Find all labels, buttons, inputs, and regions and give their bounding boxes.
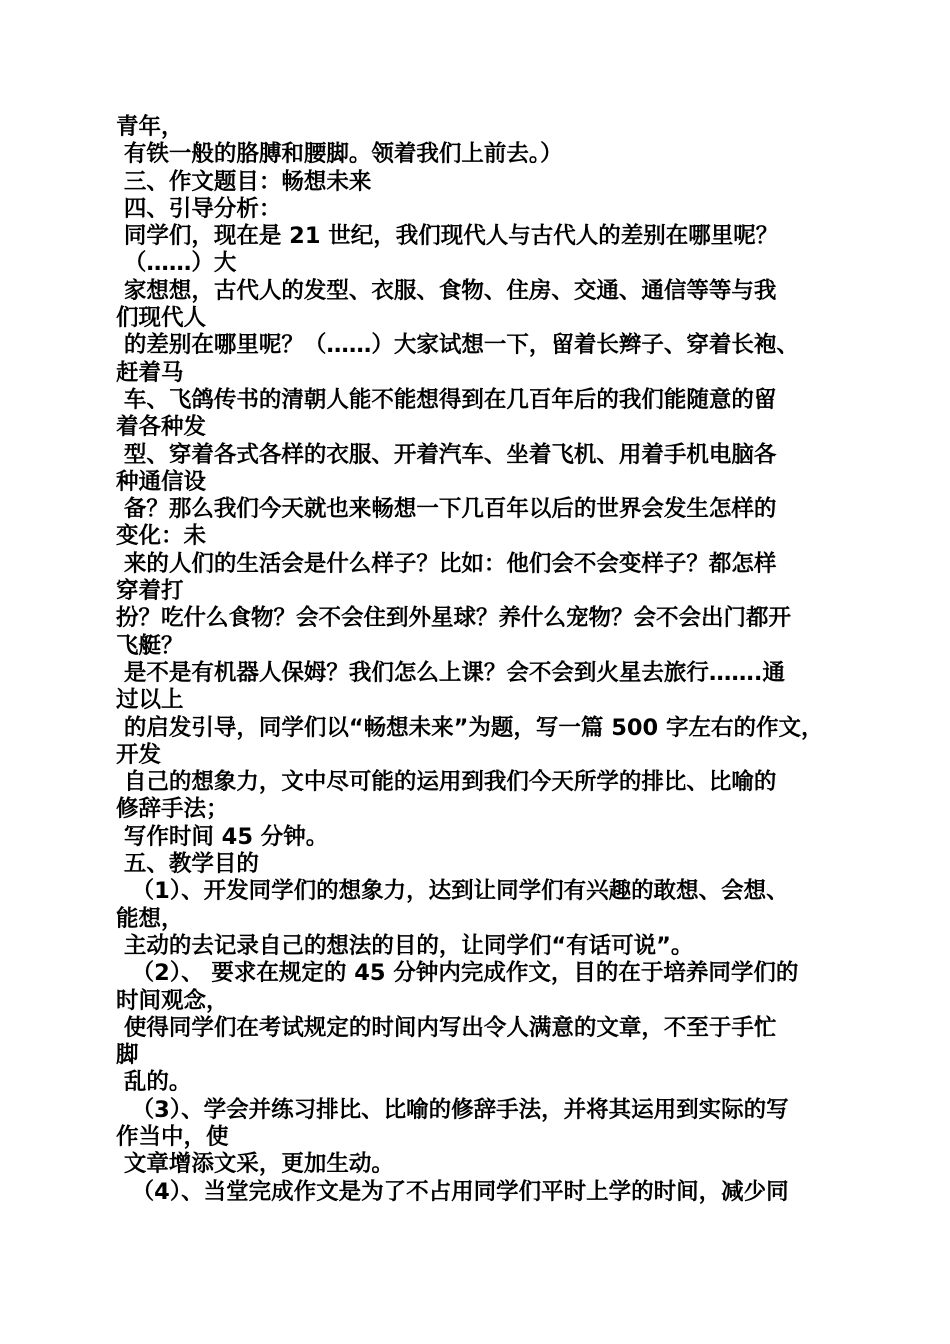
text-line: 同学们，现在是 21 世纪，我们现代人与古代人的差别在哪里呢？ — [116, 223, 779, 250]
text-line: 脚 — [116, 1042, 139, 1069]
section-heading: 四、引导分析： — [116, 195, 282, 222]
list-item: （2）、 要求在规定的 45 分钟内完成作文，目的在于培养同学们的 — [116, 960, 799, 987]
text-line: 过以上 — [116, 687, 184, 714]
text-line: （……）大 — [116, 250, 237, 277]
text-line: 修辞手法； — [116, 796, 229, 823]
section-heading: 三、作文题目：畅想未来 — [116, 168, 372, 195]
text-line: 车、飞鸽传书的清朝人能不能想得到在几百年后的我们能随意的留 — [116, 386, 777, 413]
text-line: 使得同学们在考试规定的时间内写出令人满意的文章，不至于手忙 — [116, 1014, 777, 1041]
text-line: 写作时间 45 分钟。 — [116, 823, 329, 850]
text-line: 家想想，古代人的发型、衣服、食物、住房、交通、通信等等与我 — [116, 277, 777, 304]
text-line: 赶着马 — [116, 359, 184, 386]
text-line: 的启发引导，同学们以“畅想未来”为题，写一篇 500 字左右的作文， — [116, 714, 824, 741]
text-line: 变化：未 — [116, 523, 207, 550]
text-line: 来的人们的生活会是什么样子？比如：他们会不会变样子？都怎样 — [116, 550, 777, 577]
text-line: 能想， — [116, 905, 184, 932]
text-line: 们现代人 — [116, 305, 207, 332]
text-line: 青年， — [116, 114, 184, 140]
text-line: 乱的。 — [116, 1069, 192, 1096]
text-line: 飞艇？ — [116, 632, 184, 659]
list-item: （4）、当堂完成作文是为了不占用同学们平时上学的时间，减少同 — [116, 1178, 789, 1205]
text-line: 备？那么我们今天就也来畅想一下几百年以后的世界会发生怎样的 — [116, 496, 777, 523]
text-line: 穿着打 — [116, 578, 184, 605]
text-line: 有铁一般的胳膊和腰脚。领着我们上前去。） — [116, 141, 563, 168]
text-line: 文章增添文采，更加生动。 — [116, 1151, 394, 1178]
text-line: 自己的想象力，文中尽可能的运用到我们今天所学的排比、比喻的 — [116, 769, 777, 796]
text-line: 主动的去记录自己的想法的目的，让同学们“有话可说”。 — [116, 932, 694, 959]
text-line: 种通信设 — [116, 468, 207, 495]
list-item: （1）、开发同学们的想象力，达到让同学们有兴趣的敢想、会想、 — [116, 878, 789, 905]
document-body — [116, 114, 846, 1206]
text-line: 着各种发 — [116, 414, 207, 441]
text-line: 时间观念， — [116, 987, 229, 1014]
text-line: 作当中，使 — [116, 1123, 229, 1150]
text-line: 是不是有机器人保姆？我们怎么上课？会不会到火星去旅行…….通 — [116, 659, 785, 686]
text-line: 开发 — [116, 741, 162, 768]
text-line: 型、穿着各式各样的衣服、开着汽车、坐着飞机、用着手机电脑各 — [116, 441, 777, 468]
text-line: 扮？吃什么食物？会不会住到外星球？养什么宠物？会不会出门都开 — [116, 605, 792, 632]
text-line: 的差别在哪里呢？（……）大家试想一下，留着长辫子、穿着长袍、 — [116, 332, 799, 359]
list-item: （3）、学会并练习排比、比喻的修辞手法，并将其运用到实际的写 — [116, 1096, 789, 1123]
section-heading: 五、教学目的 — [116, 851, 259, 878]
